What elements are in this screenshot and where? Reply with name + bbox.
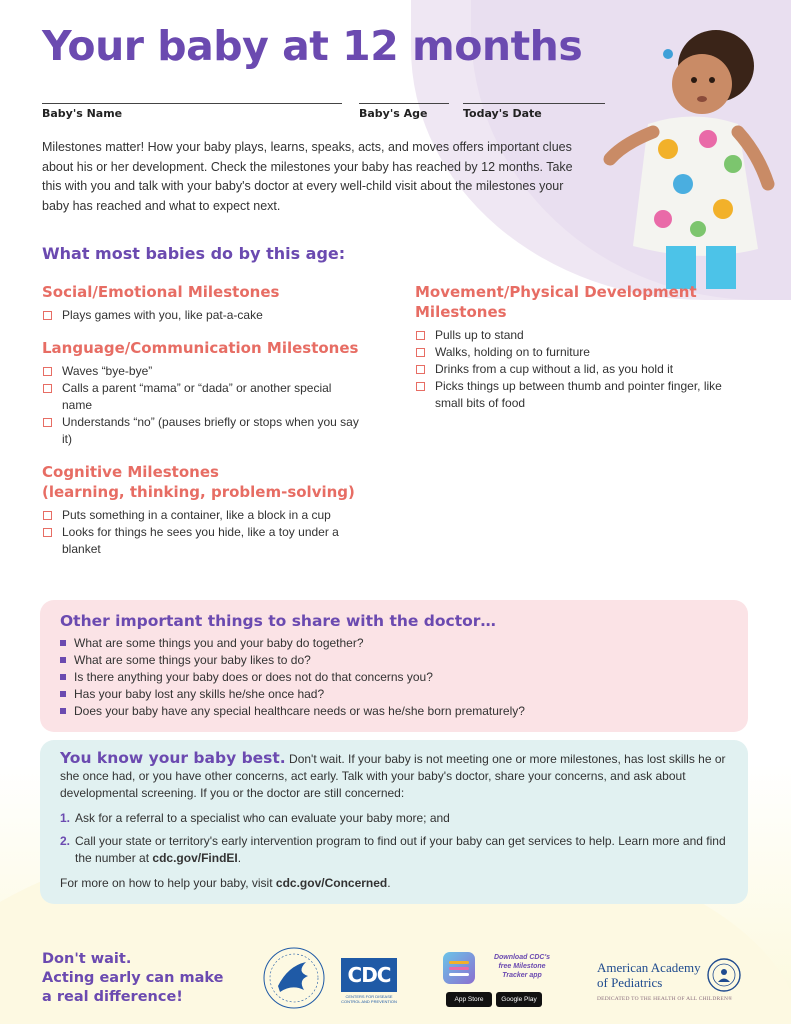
checkbox[interactable]	[43, 511, 52, 520]
question-item: What are some things you and your baby do together?	[60, 635, 728, 652]
social-emotional-block	[42, 282, 362, 324]
milestones-left-column	[42, 282, 362, 572]
app-store-badge[interactable]: App Store	[446, 992, 492, 1007]
more-info-line: For more on how to help your baby, visit cdc.gov/Concerned.	[60, 876, 391, 890]
concerned-link[interactable]: cdc.gov/Concerned	[275, 876, 388, 890]
findei-link[interactable]: cdc.gov/FindEI	[152, 851, 238, 865]
age-section-heading: What most babies do by this age:	[42, 244, 346, 263]
checkbox[interactable]	[43, 384, 52, 393]
todays-date-field[interactable]: Today's Date	[463, 103, 605, 120]
bullet-icon	[60, 691, 66, 697]
milestone-item[interactable]: Pulls up to stand	[415, 327, 745, 344]
know-your-baby-heading: You know your baby best.	[60, 749, 286, 767]
cognitive-block	[42, 462, 362, 558]
checkbox[interactable]	[416, 348, 425, 357]
milestone-item[interactable]: Calls a parent “mama” or “dada” or another special name	[42, 380, 362, 414]
milestones-right-column	[415, 282, 745, 426]
milestone-item[interactable]: Waves “bye-bye”	[42, 363, 362, 380]
aap-logo-text: American Academy of Pediatrics	[597, 960, 701, 990]
know-your-baby-intro: You know your baby best. Don't wait. If your baby is not meeting one or more milestones, has lost skills he or she once had, or you have other concerns, act early. Talk with your baby's doctor, share your concerns, and ask about developmental screening. If you or the doctor are still concerned:	[60, 749, 726, 800]
milestone-item[interactable]: Understands “no” (pauses briefly or stops when you say it)	[42, 414, 362, 448]
milestone-item[interactable]: Walks, holding on to furniture	[415, 344, 745, 361]
google-play-badge[interactable]: Google Play	[496, 992, 542, 1007]
action-step: 2. Call your state or territory's early intervention program to find out if your baby can get services to help. Learn more and find the number at cdc.gov/FindEI.	[60, 834, 726, 865]
social-emotional-heading: Social/Emotional Milestones	[42, 283, 280, 301]
hhs-seal-icon	[262, 946, 326, 1010]
page-title: Your baby at 12 months	[42, 22, 583, 70]
baby-age-field[interactable]: Baby's Age	[359, 103, 449, 120]
question-item: Is there anything your baby does or does not do that concerns you?	[60, 669, 728, 686]
baby-name-field[interactable]: Baby's Name	[42, 103, 342, 120]
question-item: Does your baby have any special healthcare needs or was he/she born prematurely?	[60, 703, 728, 720]
bullet-icon	[60, 640, 66, 646]
checkbox[interactable]	[43, 418, 52, 427]
doctor-questions-panel	[40, 600, 748, 732]
milestone-item[interactable]: Plays games with you, like pat-a-cake	[42, 307, 362, 324]
movement-heading: Movement/Physical Development	[415, 283, 697, 301]
milestone-tracker-app-icon[interactable]	[443, 952, 475, 984]
question-item: Has your baby lost any skills he/she once had?	[60, 686, 728, 703]
intro-paragraph: Milestones matter! How your baby plays, learns, speaks, acts, and moves offers important clues about his or her development. Check the milestones your baby has reached by 12 months. Take this with you and talk with your baby's doctor at every well-child visit about the milestones your baby has reached and what to expect next.	[42, 140, 573, 213]
milestone-item[interactable]: Puts something in a container, like a block in a cup	[42, 507, 362, 524]
question-item: What are some things your baby likes to do?	[60, 652, 728, 669]
cognitive-heading: Cognitive Milestones	[42, 463, 219, 481]
know-your-baby-panel	[40, 740, 748, 904]
app-download-text: Download CDC's free Milestone Tracker app	[493, 954, 551, 979]
cognitive-subheading: (learning, thinking, problem-solving)	[42, 483, 355, 501]
bullet-icon	[60, 657, 66, 663]
aap-seal-icon	[706, 957, 742, 993]
milestone-item[interactable]: Drinks from a cup without a lid, as you hold it	[415, 361, 745, 378]
bullet-icon	[60, 674, 66, 680]
checkbox[interactable]	[43, 311, 52, 320]
language-block	[42, 338, 362, 448]
checkbox[interactable]	[43, 367, 52, 376]
milestone-item[interactable]: Looks for things he sees you hide, like a toy under a blanket	[42, 524, 362, 558]
dont-wait-tagline: Don't wait. Acting early can make a real difference!	[42, 951, 224, 1005]
aap-tagline: DEDICATED TO THE HEALTH OF ALL CHILDREN®	[597, 996, 733, 1002]
checkbox[interactable]	[416, 382, 425, 391]
checkbox[interactable]	[416, 331, 425, 340]
baby-photo	[598, 14, 778, 289]
checkbox[interactable]	[416, 365, 425, 374]
checkbox[interactable]	[43, 528, 52, 537]
action-step: 1. Ask for a referral to a specialist who can evaluate your baby more; and	[60, 811, 450, 825]
bullet-icon	[60, 708, 66, 714]
doctor-questions-heading: Other important things to share with the doctor…	[60, 612, 496, 630]
milestone-item[interactable]: Picks things up between thumb and pointer finger, like small bits of food	[415, 378, 745, 412]
language-heading: Language/Communication Milestones	[42, 339, 359, 357]
movement-block	[415, 282, 745, 412]
cdc-logo: CDC CENTERS FOR DISEASE CONTROL AND PREVENTION	[341, 958, 397, 1002]
movement-heading-line2: Milestones	[415, 303, 507, 321]
